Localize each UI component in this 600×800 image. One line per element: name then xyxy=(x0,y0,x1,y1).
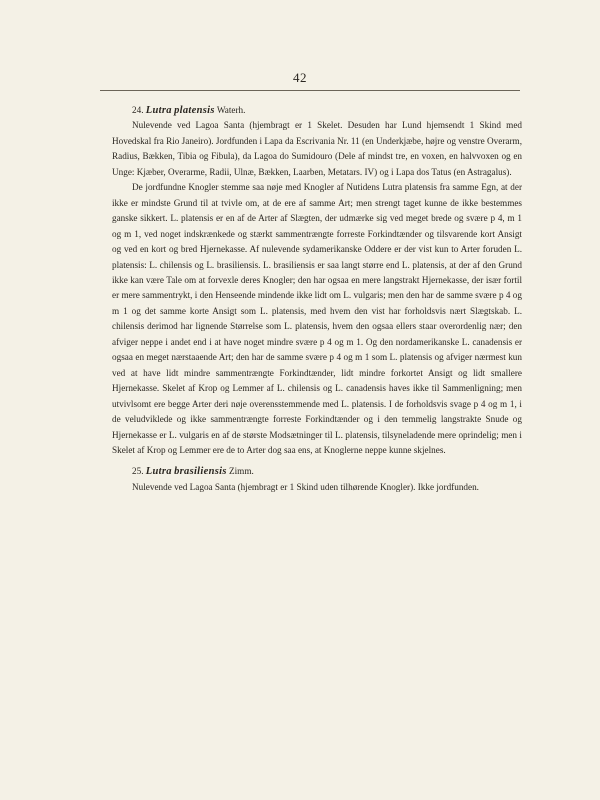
paragraph-24-2: De jordfundne Knogler stemme saa nøje med Knogler af Nutidens Lutra platensis fra samme Egn, at der ikke er mindste Grund til at tvivle om, at de ere af samme Art; men strengt taget kunne de ikke bestemmes ganske sikkert. L. platensis er en af de Arter af Slægten, der udmærke sig ved meget brede og svære p 4, m 1 og m 1, ved noget indskrænkede og stærkt sammentrængte forreste Forkindtænder og tilsvarende kort Ansigt og ved en kort og bred Hjernekasse. Af nulevende sydamerikanske Oddere er der vist kun to Arter foruden L. platensis: L. chilensis og L. brasiliensis. L. brasiliensis er saa langt større end L. platensis, at der af den Grund ikke kan være Tale om at forvexle deres Knogler; den har ogsaa en mere langstrakt Hjernekasse, der især fortil er mere sammentrykt, i den Henseende mindende ikke lidt om L. vulgaris; men den har de samme svære p 4 og m 1 og det samme korte Ansigt som L. platensis, med hvem den vist har forholdsvis nært Slægtskab. L. chilensis derimod har lignende Størrelse som L. platensis, hvem den ogsaa ellers staar overordenlig nær; den afviger neppe i andet end i at have noget mindre svære p 4 og m 1. Og den nordamerikanske L. canadensis er ogsaa en meget nærstaaende Art; den har de samme svære p 4 og m 1 som L. platensis og afviger nærmest kun ved at have lidt mindre sammentrængte Forkindtænder, lidt mindre forkortet Ansigt og lidt smallere Hjernekasse. Skelet af Krop og Lemmer af L. chilensis og L. canadensis haves ikke til Sammenligning; men utvivlsomt ere begge Arter deri nøje overensstemmende med L. platensis. I de forholdsvis svage p 4 og m 1, i de veludviklede og ikke sammentrængte forreste Forkindtænder og i den temmelig langstrakte Snude og Hjernekasse er L. vulgaris en af de største Modsætninger til L. platensis, tilsyneladende mere oprindelig; men i Skelet af Krop og Lemmer ere de to Arter dog saa ens, at Knoglerne neppe kunne skjelnes. xyxy=(112,182,522,455)
heading-number: 24. xyxy=(132,105,144,115)
heading-genus: Lutra xyxy=(145,105,172,116)
heading-number: 25. xyxy=(132,466,144,477)
paragraph-25-1: Nulevende ved Lagoa Santa (hjembragt er 1 Skind uden tilhørende Knogler). Ikke jordfunden. xyxy=(132,481,479,492)
species-heading-25 xyxy=(112,464,522,479)
page-body xyxy=(112,103,522,495)
heading-author: Zimm. xyxy=(229,466,254,477)
heading-genus: Lutra xyxy=(145,466,172,478)
species-heading-24 xyxy=(112,103,522,118)
heading-author: Waterh. xyxy=(216,105,246,115)
paragraph-24-1: Nulevende ved Lagoa Santa (hjembragt er 1 Skelet. Desuden har Lund hjemsendt 1 Skind med Hovedskal fra Rio Janeiro). Jordfunden i Lapa da Escrivania Nr. 11 (en Underkjæbe, højre og venstre Overarm, Radius, Bækken, Tibia og Fibula), da Lagoa do Sumidouro (Dele af mindst tre, en voxen, en halvvoxen og en Unge: Kjæber, Overarme, Radii, Ulnæ, Bækken, Laarben, Metatars. IV) og i Lapa dos Tatus (en Astragalus). xyxy=(112,120,522,177)
heading-species: brasiliensis xyxy=(174,466,227,478)
header-rule xyxy=(100,90,520,91)
page-number: 42 xyxy=(293,70,307,85)
heading-species: platensis xyxy=(174,105,215,116)
